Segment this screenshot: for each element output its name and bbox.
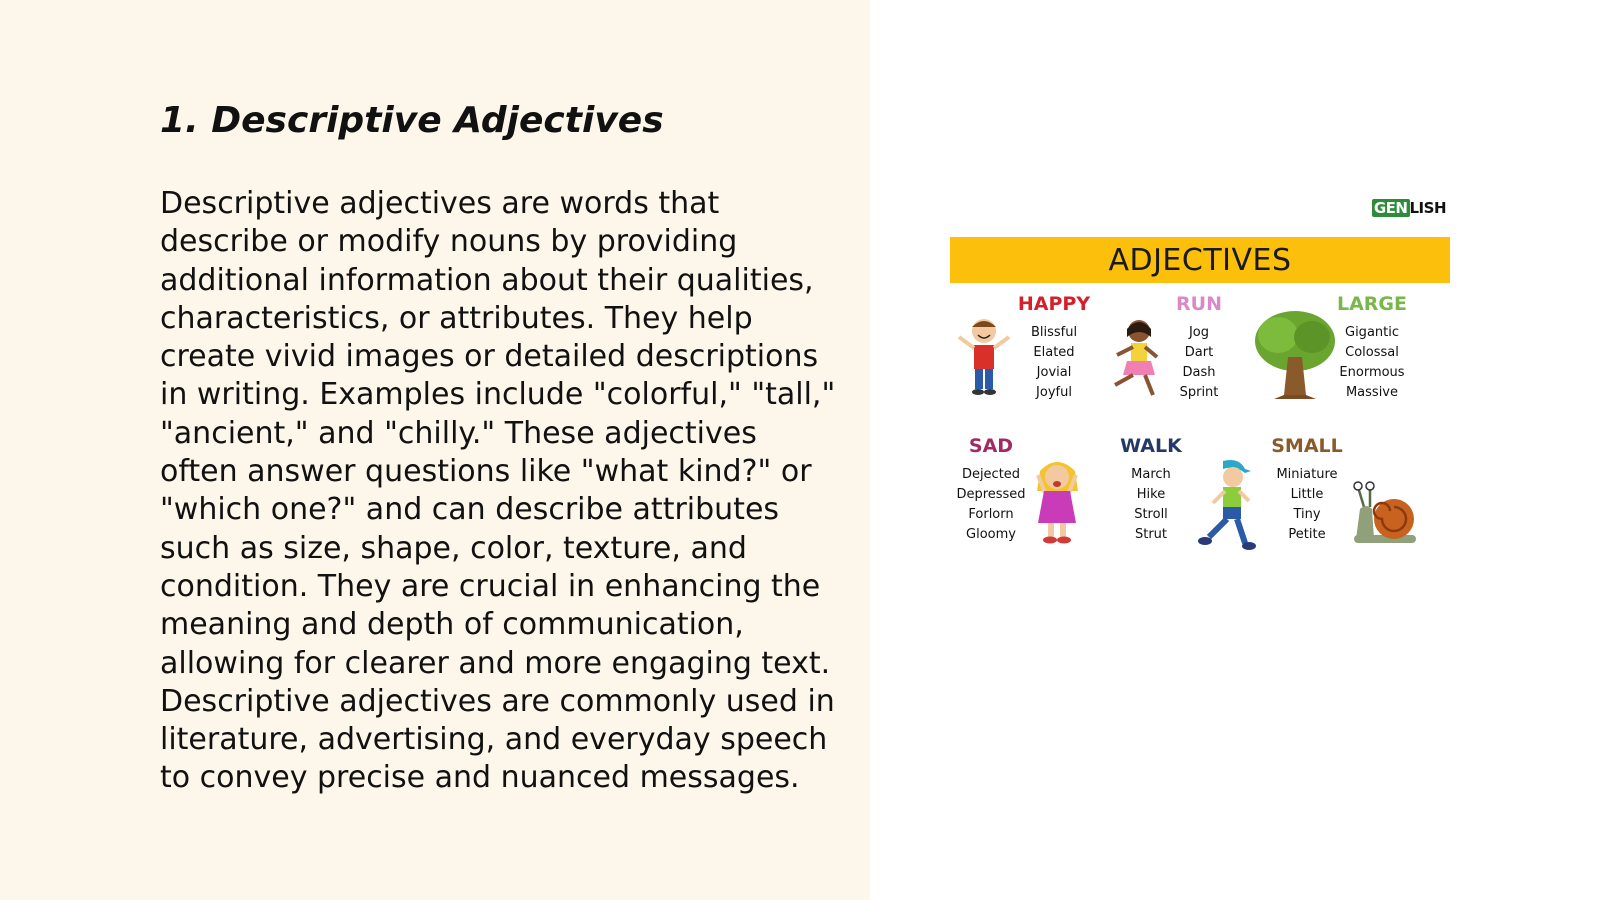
synonym: Petite [1288, 527, 1326, 542]
adjectives-infographic [940, 195, 1450, 565]
synonym: Little [1290, 487, 1324, 502]
synonym: Dash [1182, 365, 1216, 380]
slide-title: 1. Descriptive Adjectives [160, 100, 664, 141]
adjective-group-small [1262, 435, 1352, 545]
genlish-logo [1372, 199, 1446, 217]
sad-girl-icon [1030, 457, 1085, 547]
adjective-word: SAD [968, 435, 1014, 457]
synonym: Dejected [961, 467, 1021, 482]
slide-body-text: Descriptive adjectives are words that describe or modify nouns by providing additional information about their qualities, characteristics, or attributes. They help create vivid images or detailed descriptions in writing. Examples include "colorful," "tall," "ancient," and "chilly." These adjectives often answer questions like "what kind?" or "which one?" and can describe attributes such as size, shape, color, texture, and condition. They are crucial in enhancing the meaning and depth of communication, allowing for clearer and more engaging text. Descriptive adjectives are commonly used in literature, advertising, and everyday speech to convey precise and nuanced messages. [160, 186, 836, 796]
synonym: Sprint [1179, 385, 1219, 400]
logo-gen-text: GEN [1373, 199, 1408, 217]
synonym: Forlorn [968, 507, 1014, 522]
synonym: Jovial [1036, 365, 1072, 380]
adjective-group-walk [1106, 435, 1196, 545]
synonym: Gigantic [1345, 325, 1399, 340]
synonym: Blissful [1030, 325, 1078, 340]
adjective-word: LARGE [1336, 293, 1408, 315]
synonym: March [1131, 467, 1171, 482]
synonym: Tiny [1293, 507, 1321, 522]
adjective-word: WALK [1120, 435, 1182, 457]
adjective-group-run [1154, 293, 1244, 403]
snail-icon [1350, 477, 1420, 547]
adjective-word: HAPPY [1017, 293, 1091, 315]
adjectives-banner: ADJECTIVES [950, 237, 1450, 283]
adjective-group-sad [946, 435, 1036, 545]
adjective-word: RUN [1176, 293, 1222, 315]
synonym: Stroll [1134, 507, 1168, 522]
synonym: Hike [1136, 487, 1166, 502]
synonym: Dart [1184, 345, 1214, 360]
adjective-group-large [1327, 293, 1417, 403]
happy-boy-icon [954, 315, 1014, 400]
synonym: Gloomy [966, 527, 1016, 542]
synonym: Colossal [1345, 345, 1399, 360]
adjective-word: SMALL [1271, 435, 1343, 457]
synonym: Joyful [1036, 385, 1072, 400]
synonym: Miniature [1276, 467, 1338, 482]
walking-boy-icon [1195, 457, 1260, 552]
synonym: Elated [1033, 345, 1075, 360]
synonym: Jog [1188, 325, 1210, 340]
synonym: Depressed [956, 487, 1026, 502]
synonym: Enormous [1339, 365, 1405, 380]
synonym: Massive [1345, 385, 1399, 400]
logo-lish-text: LISH [1409, 199, 1446, 217]
synonym: Strut [1134, 527, 1168, 542]
adjective-group-happy [1009, 293, 1099, 403]
